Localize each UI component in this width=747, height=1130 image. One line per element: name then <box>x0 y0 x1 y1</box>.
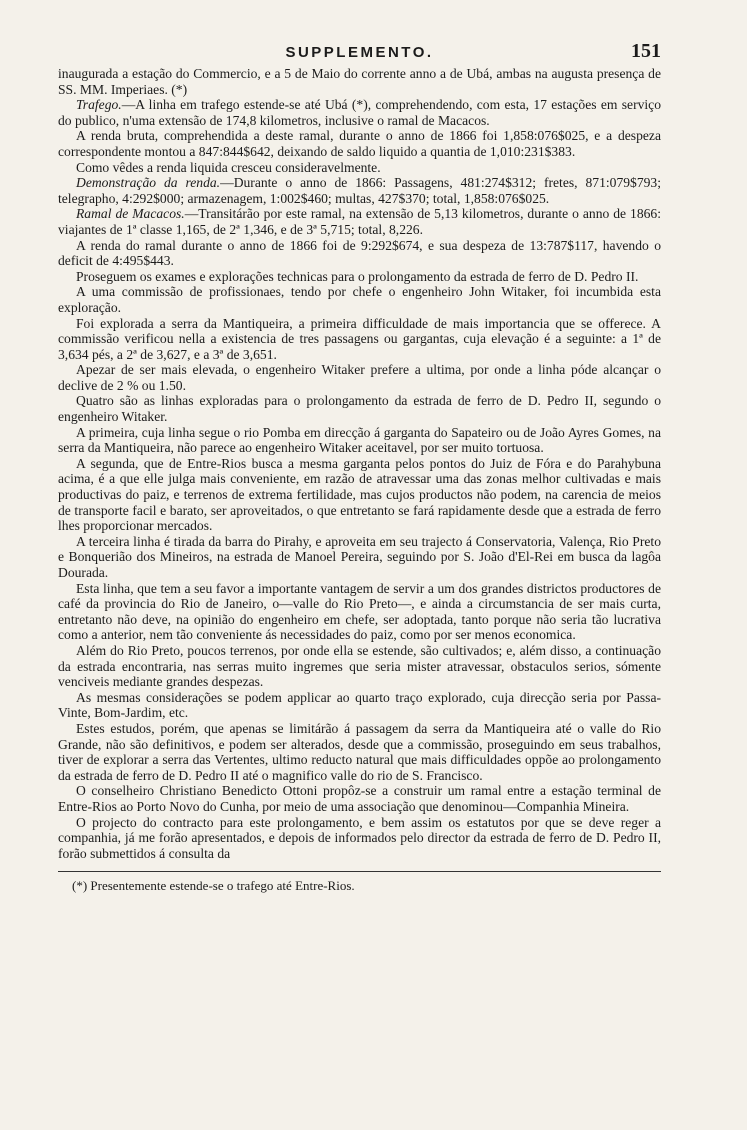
footnote: (*) Presentemente estende-se o trafego até Entre-Rios. <box>72 878 355 894</box>
paragraph-9: A uma commissão de profissionaes, tendo por chefe o engenheiro John Witaker, foi incumbida esta exploração. <box>58 284 661 315</box>
paragraph-lead: Ramal de Macacos. <box>76 206 185 222</box>
paragraph-14: A segunda, que de Entre-Rios busca a mesma garganta pelos pontos do Juiz de Fóra e do Parahybuna acima, é a que elle julga mais conveniente, em razão de atravessar uma das zonas melhor cultivadas e mais productivas do paiz, e terrenos de extrema fertilidade, mas cujos productos não podem, na carencia de meios de transporte facil e barato, ser aproveitados, o que entretanto se fará rapidamente desde que a estrada de ferro lhes proporcionar mercados. <box>58 455 661 534</box>
paragraph-17: Além do Rio Preto, poucos terrenos, por onde ella se estende, são cultivados; e, além disso, a continuação da estrada encontraria, nas serras muito ingremes que seria mister atravessar, obstaculos serios, sómente venciveis mediante grandes despezas. <box>58 642 661 690</box>
paragraph-5: Demonstração da renda.—Durante o anno de 1866: Passagens, 481:274$312; fretes, 871:079$793; telegrapho, 4:292$000; armazenagem, 1:002$460; multas, 427$370; total, 1,858:076$025. <box>58 175 662 206</box>
paragraph-lead: Demonstração da renda. <box>76 175 221 191</box>
paragraph-19: Estes estudos, porém, que apenas se limitárão á passagem da serra da Mantiqueira até o valle do Rio Grande, não são definitivos, e podem ser alterados, desde que a commissão, proseguindo em seus trabalhos, tiver de explorar a serra das Vertentes, ultimo reducto natural que mais difficuldades oppõe ao prolongamento da estrada de ferro de D. Pedro II até o magnifico valle do rio de S. Francisco. <box>58 720 661 783</box>
paragraph-7: A renda do ramal durante o anno de 1866 foi de 9:292$674, e sua despeza de 13:787$117, havendo o deficit de 4:495$443. <box>58 237 661 269</box>
footnote-rule <box>58 871 661 872</box>
paragraph-21: O projecto do contracto para este prolongamento, e bem assim os estatutos por que se deve reger a companhia, já me forão apresentados, e depois de informados pelo director da estrada de ferro de D. Pedro II, forão submettidos á consulta da <box>58 814 661 861</box>
paragraph-2: Trafego.—A linha em trafego estende-se até Ubá (*), comprehendendo, com esta, 17 estações em serviço do publico, n'uma extensão de 174,8 kilometros, inclusive o ramal de Macacos. <box>58 97 661 128</box>
page-header <box>58 40 661 66</box>
paragraph-13: A primeira, cuja linha segue o rio Pomba em direcção á garganta do Sapateiro ou de João Ayres Gomes, na serra da Mantiqueira, não parece ao engenheiro Witaker aceitavel, por ser muito tortuosa. <box>58 424 661 456</box>
paragraph-10: Foi explorada a serra da Mantiqueira, a primeira difficuldade de mais importancia que se offerece. A commissão verificou nella a existencia de tres passagens ou gargantas, cuja elevação é a seguinte: a 1ª de 3,634 pés, a 2ª de 3,627, e a 3ª de 3,651. <box>58 315 661 362</box>
paragraph-12: Quatro são as linhas exploradas para o prolongamento da estrada de ferro de D. Pedro II, segundo o engenheiro Witaker. <box>58 393 661 425</box>
paragraph-11: Apezar de ser mais elevada, o engenheiro Witaker prefere a ultima, por onde a linha póde alcançar o declive de 2 % ou 1.50. <box>58 362 661 393</box>
paragraph-6: Ramal de Macacos.—Transitárão por este ramal, na extensão de 5,13 kilometros, durante o anno de 1866: viajantes de 1ª classe 1,165, de 2ª 1,346, e de 3ª 5,715; total, 8,226. <box>58 206 661 237</box>
paragraph-3: A renda bruta, comprehendida a deste ramal, durante o anno de 1866 foi 1,858:076$025, e a despeza correspondente montou a 847:844$642, deixando de saldo liquido a quantia de 1,010:231$383. <box>58 128 661 159</box>
page-number: 151 <box>631 40 661 62</box>
paragraph-16: Esta linha, que tem a seu favor a importante vantagem de servir a um dos grandes districtos productores de café da provincia do Rio de Janeiro, o—valle do Rio Preto—, e ainda a circumstancia de ser mais curta, entretanto não deve, na opinião do engenheiro em chefe, ser adoptada, tanto porque não seria tão lucrativa como a anterior, nem tão conveniente ás necessidades do paiz, como por ser menos economica. <box>58 580 661 643</box>
paragraph-lead: Trafego. <box>76 97 122 113</box>
paragraph-20: O conselheiro Christiano Benedicto Ottoni propôz-se a construir um ramal entre a estação terminal de Entre-Rios ao Porto Novo do Cunha, por meio de uma associação que denominou—Companhia Mineira. <box>58 783 661 814</box>
paragraph-8: Proseguem os exames e explorações technicas para o prolongamento da estrada de ferro de D. Pedro II. <box>76 268 639 284</box>
paragraph-18: As mesmas considerações se podem applicar ao quarto traço explorado, cuja direcção seria por Passa-Vinte, Bom-Jardim, etc. <box>58 689 661 721</box>
running-head: SUPPLEMENTO. <box>285 44 434 61</box>
paragraph-4: Como vêdes a renda liquida cresceu consideravelmente. <box>76 159 381 175</box>
paragraph-15: A terceira linha é tirada da barra do Pirahy, e aproveita em seu trajecto á Conservatoria, Valença, Rio Preto e Bonquerião dos Mineiros, na estrada de Manoel Pereira, seguindo por S. João d'El-Rei em busca da lagôa Dourada. <box>58 533 661 580</box>
body-text <box>58 66 661 861</box>
paragraph-1: inaugurada a estação do Commercio, e a 5 de Maio do corrente anno a de Ubá, ambas na augusta presença de SS. MM. Imperiaes. (*) <box>58 66 661 97</box>
